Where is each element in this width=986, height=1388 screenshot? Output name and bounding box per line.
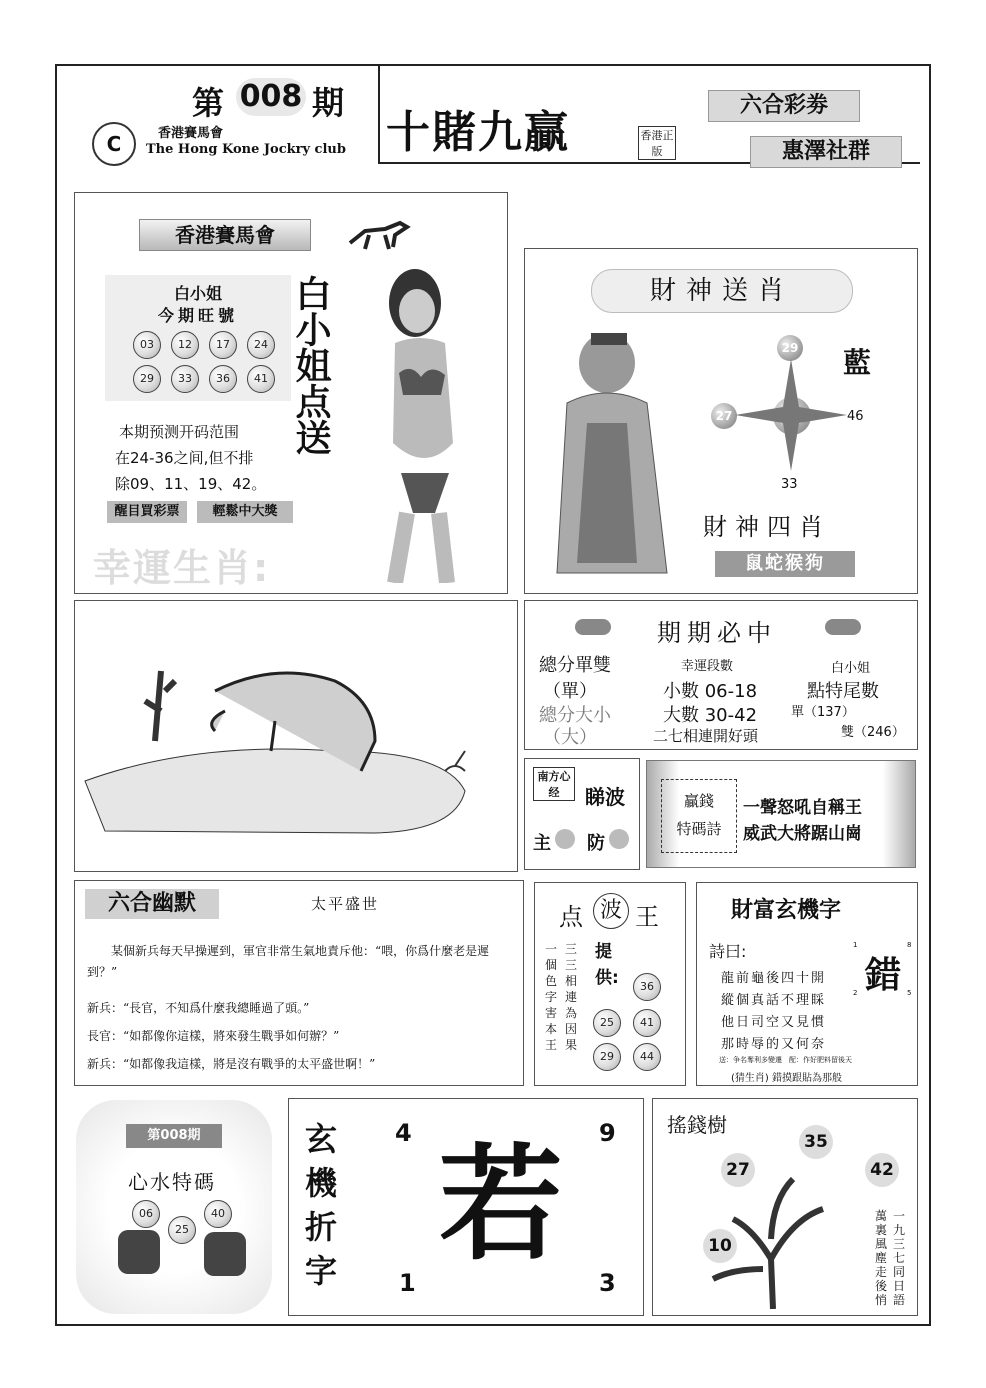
fortune-big-char: 錯: [864, 955, 901, 996]
split-num-tl: 4: [395, 1119, 412, 1147]
qiqi-row2-right: 點特尾數: [807, 681, 879, 702]
humor-panel: [74, 880, 524, 1086]
authentic-stamp: 香港正版: [638, 126, 676, 160]
tag-community: 惠澤社群: [750, 136, 902, 168]
range-desc-1: 本期预测开码范围: [119, 423, 240, 441]
lucky-ball: 12: [171, 331, 199, 359]
fortune-corner: 1: [853, 941, 858, 949]
heart-water-issue: 第008期: [126, 1124, 222, 1148]
issue-number: 008: [236, 78, 306, 116]
ball-tip-guard-label: 防: [587, 833, 605, 854]
wealth-num-left: 27: [711, 403, 737, 429]
wave-ball: 44: [633, 1043, 661, 1071]
wave-ball: 29: [593, 1043, 621, 1071]
poem-label-2: 特碼詩: [676, 820, 722, 838]
wave-title-c: 王: [635, 903, 659, 931]
qiqi-row3-right: 單（137）: [791, 705, 855, 720]
qiqi-title: 期期必中: [657, 619, 777, 647]
lucky-ball: 36: [209, 365, 237, 393]
money-tree-panel: [652, 1098, 918, 1316]
fortune-line-1: 龍前龜後四十開: [721, 971, 827, 986]
header-divider: [378, 64, 380, 164]
miss-bai-title: 白小姐: [173, 284, 222, 303]
heart-water-title: 心水特碼: [128, 1170, 216, 1194]
wave-title-a: 点: [559, 903, 583, 931]
lucky-ball: 03: [133, 331, 161, 359]
vertical-title: 白小姐点送: [290, 275, 331, 455]
lucky-zodiac-label: 幸運生肖:: [93, 546, 271, 590]
issue-prefix: 第: [192, 84, 225, 122]
tree-poem-col: 一九三七同日語: [893, 1209, 906, 1307]
heart-ball: 40: [204, 1200, 232, 1228]
slogan-1: 醒目買彩票: [107, 501, 187, 523]
wealth-color: 藍: [843, 346, 872, 379]
split-num-bl: 1: [399, 1269, 416, 1297]
jockey-club-logo: C: [92, 122, 136, 166]
lucky-ball: 33: [171, 365, 199, 393]
fortune-corner: 5: [907, 989, 912, 997]
wealth-god-panel: [524, 248, 918, 594]
heart-water-panel: [76, 1100, 272, 1314]
range-desc-2: 在24-36之间,但不排: [115, 449, 254, 467]
poem-panel: [646, 760, 916, 868]
fortune-poem-label: 詩曰:: [709, 942, 747, 961]
miss-bai-box: [105, 275, 291, 401]
tree-ball: 10: [703, 1229, 737, 1263]
issue-suffix: 期: [312, 84, 345, 122]
ball-tip-guard-ball: [609, 829, 629, 849]
heart-ball: 06: [132, 1200, 160, 1228]
issue-header: [62, 70, 378, 165]
coin-icon: [825, 619, 861, 635]
ball-tip-panel: [524, 758, 640, 870]
glove-icon: [118, 1230, 160, 1274]
poem-line-1: 一聲怒吼自稱王: [743, 798, 862, 818]
fortune-note-2: (猜生肖) 錯摸跟貼為那般: [731, 1073, 842, 1084]
boar-illustration: [75, 601, 515, 869]
lucky-ball: 41: [247, 365, 275, 393]
wave-ball: 36: [633, 973, 661, 1001]
tree-ball: 35: [799, 1125, 833, 1159]
glove-icon: [204, 1232, 246, 1276]
wave-king-panel: [534, 882, 686, 1086]
tag-mark-six: 六合彩劵: [708, 90, 860, 122]
qiqi-row1-left: 總分單雙: [539, 655, 611, 676]
lucky-ball: 24: [247, 331, 275, 359]
club-name-cn: 香港賽馬會: [158, 126, 224, 141]
miss-bai-subtitle: 今期旺號: [157, 306, 238, 325]
wealth-zodiacs: 鼠蛇猴狗: [715, 551, 855, 577]
fortune-line-4: 那時辱的又何奈: [721, 1037, 827, 1052]
ball-tip-main-ball: [555, 829, 575, 849]
humor-title: 太平盛世: [311, 895, 380, 913]
promo-panel: [74, 192, 508, 594]
split-big-char: 若: [439, 1133, 564, 1277]
ball-tip-title: 睇波: [585, 785, 625, 809]
fortune-corner: 2: [853, 989, 858, 997]
poem-label-box: [661, 779, 737, 853]
qiqi-row2-mid: 小數 06-18: [663, 681, 758, 702]
split-num-br: 3: [599, 1269, 616, 1297]
boar-panel: [74, 600, 518, 872]
qiqi-row3-mid: 大數 30-42: [663, 705, 758, 726]
fortune-line-3: 他日司空又見慣: [721, 1015, 827, 1030]
qiqi-row4-right: 雙（246）: [841, 725, 905, 740]
tree-ball: 42: [865, 1153, 899, 1187]
fortune-panel: [696, 882, 918, 1086]
heart-ball: 25: [168, 1216, 196, 1244]
wealth-caption: 財神四肖: [703, 513, 831, 541]
money-tree-title: 搖錢樹: [667, 1113, 727, 1137]
wealth-god-title: 財神送肖: [591, 269, 853, 313]
lucky-ball: 29: [133, 365, 161, 393]
slogan-2: 輕鬆中大獎: [197, 501, 293, 523]
split-char-label: 玄機折字: [305, 1120, 338, 1290]
ball-tip-badge: 南方心经: [533, 767, 575, 801]
wealth-god-figure: [547, 323, 677, 583]
qiqi-row1-right: 白小姐: [831, 661, 871, 676]
star-icon: [735, 359, 847, 471]
wave-col-1: 一個色字害本王: [545, 942, 558, 1052]
qiqi-row3-left: 總分大小: [539, 705, 611, 726]
tree-poem-col: 萬裏風塵走後悄: [875, 1209, 888, 1307]
ball-tip-main-label: 主: [533, 833, 551, 854]
model-photo: [365, 263, 475, 583]
range-desc-3: 除09、11、19、42。: [115, 475, 267, 493]
fortune-corner: 8: [907, 941, 912, 949]
fortune-line-2: 縱個真話不理睬: [721, 993, 827, 1008]
wave-ball: 25: [593, 1009, 621, 1037]
wealth-num-top: 29: [777, 335, 803, 361]
humor-label: 六合幽默: [85, 889, 219, 919]
qiqi-row2-left: （單）: [543, 681, 597, 702]
coin-icon: [575, 619, 611, 635]
wave-ball: 41: [633, 1009, 661, 1037]
promo-banner: 香港賽馬會: [139, 219, 311, 251]
wave-title-b: 波: [593, 893, 629, 929]
tree-ball: 27: [721, 1153, 755, 1187]
fortune-note-1: 送：争名奪利多變遷 配：作好肥料留後天: [719, 1056, 852, 1064]
qiqi-row4-mid: 二七相連開好頭: [653, 727, 759, 745]
humor-p4: 新兵：“如都像我這樣，將是沒有戰爭的太平盛世啊！”: [87, 1057, 376, 1071]
horse-icon: [345, 213, 415, 253]
split-char-panel: [288, 1098, 644, 1316]
club-name-en: The Hong Kone Jockry club: [146, 142, 346, 157]
poem-label-1: 贏錢: [683, 792, 714, 810]
wealth-num-bottom: 33: [781, 477, 798, 492]
qiqi-row1-mid: 幸運段數: [681, 659, 734, 674]
wealth-num-right: 46: [847, 409, 864, 424]
qiqi-row4-left: （大）: [543, 727, 597, 748]
poem-line-2: 威武大將踞山崗: [743, 824, 862, 844]
split-num-tr: 9: [599, 1119, 616, 1147]
fortune-title: 財富玄機字: [731, 898, 842, 923]
fortune-char-box: [859, 943, 907, 996]
lucky-ball: 17: [209, 331, 237, 359]
humor-p3: 長官：“如都像你這樣，將來發生戰爭如何辦？”: [87, 1029, 340, 1043]
wave-offer: 提供:: [595, 942, 619, 988]
qiqi-panel: [524, 600, 918, 750]
main-title: 十賭九贏: [386, 107, 570, 158]
wave-col-2: 三三相連為因果: [565, 942, 578, 1052]
humor-p2: 新兵：“長官，不知爲什麼我總睡過了頭。”: [87, 1001, 310, 1015]
humor-p1: 某個新兵每天早操遲到，軍官非常生氣地責斥他：“喂，你爲什麼老是遲到？”: [87, 944, 490, 979]
